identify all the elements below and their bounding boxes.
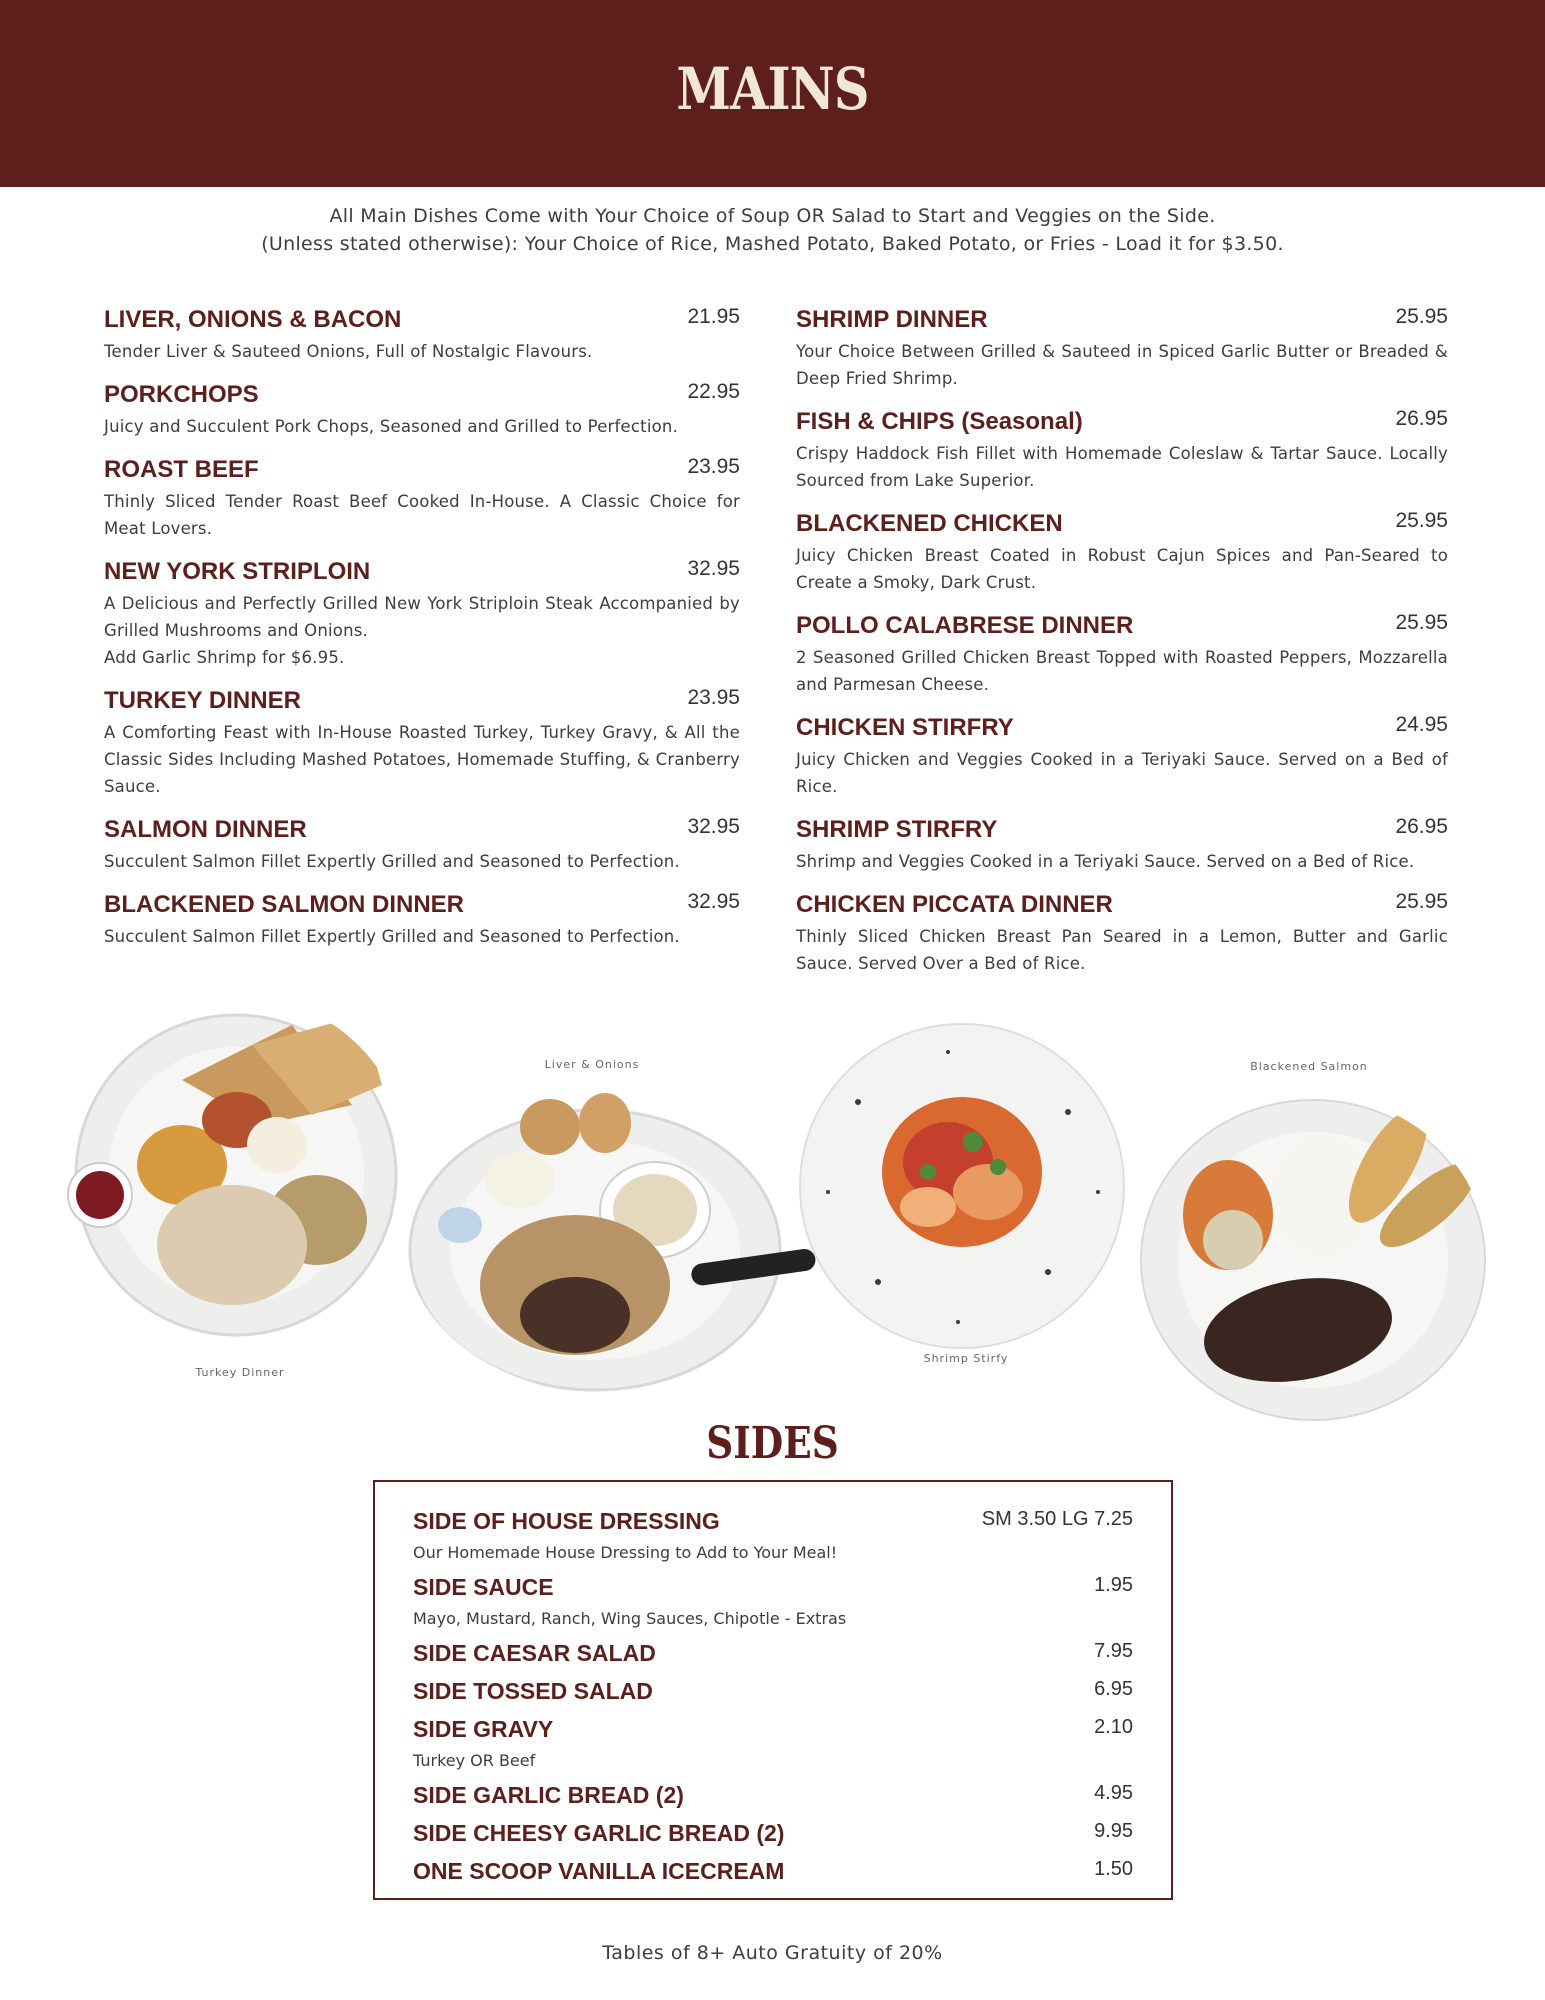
menu-item: [796, 608, 1448, 698]
side-price: 7.95: [1094, 1640, 1133, 1662]
item-name: TURKEY DINNER: [104, 687, 301, 714]
item-price: 25.95: [1395, 890, 1448, 913]
side-item: [413, 1502, 1133, 1566]
turkey-dinner-photo: [62, 995, 410, 1343]
menu-item: [104, 302, 740, 365]
menu-item: [796, 302, 1448, 392]
side-item: [413, 1710, 1133, 1774]
menu-item: [104, 887, 740, 950]
side-item: [413, 1852, 1133, 1890]
item-description: 2 Seasoned Grilled Chicken Breast Topped with Roasted Peppers, Mozzarella and Parmesan Cheese.: [796, 648, 1448, 694]
shrimp-stirfry-photo: [798, 1022, 1126, 1350]
side-name: SIDE CHEESY GARLIC BREAD (2): [413, 1820, 785, 1846]
side-item: [413, 1568, 1133, 1632]
item-price: 21.95: [687, 305, 740, 328]
side-name: SIDE GARLIC BREAD (2): [413, 1782, 684, 1808]
side-item: [413, 1814, 1133, 1852]
item-name: SALMON DINNER: [104, 816, 307, 843]
side-item: [413, 1672, 1133, 1710]
item-price: 23.95: [687, 686, 740, 709]
menu-item: [104, 452, 740, 542]
side-description: Our Homemade House Dressing to Add to Your Meal!: [413, 1543, 838, 1562]
side-price: SM 3.50 LG 7.25: [981, 1508, 1133, 1530]
intro-line-2: (Unless stated otherwise): Your Choice of Rice, Mashed Potato, Baked Potato, or Fries - Load it for $3.50.: [261, 233, 1284, 255]
menu-item: [796, 812, 1448, 875]
menu-item: [796, 506, 1448, 596]
menu-item: [796, 404, 1448, 494]
side-price: 1.95: [1094, 1574, 1133, 1596]
item-description: Thinly Sliced Chicken Breast Pan Seared in a Lemon, Butter and Garlic Sauce. Served Over a Bed of Rice.: [796, 927, 1448, 973]
side-name: ONE SCOOP VANILLA ICECREAM: [413, 1858, 785, 1884]
item-name: POLLO CALABRESE DINNER: [796, 612, 1134, 639]
item-description: Shrimp and Veggies Cooked in a Teriyaki Sauce. Served on a Bed of Rice.: [796, 852, 1415, 871]
item-description: A Comforting Feast with In-House Roasted Turkey, Turkey Gravy, & All the Classic Sides Including Mashed Potatoes, Homemade Stuffing, & Cranberry Sauce.: [104, 723, 740, 796]
item-description: Your Choice Between Grilled & Sauteed in Spiced Garlic Butter or Breaded & Deep Fried Shrimp.: [796, 342, 1448, 388]
menu-item: [104, 554, 740, 671]
item-description: Thinly Sliced Tender Roast Beef Cooked In-House. A Classic Choice for Meat Lovers.: [104, 492, 740, 538]
side-item: [413, 1776, 1133, 1814]
gratuity-note: Tables of 8+ Auto Gratuity of 20%: [602, 1942, 943, 1964]
item-name: BLACKENED SALMON DINNER: [104, 891, 464, 918]
intro-text: [0, 202, 1545, 258]
blackened-salmon-caption: Blackened Salmon: [1250, 1060, 1368, 1073]
item-name: BLACKENED CHICKEN: [796, 510, 1063, 537]
item-description: Crispy Haddock Fish Fillet with Homemade Coleslaw & Tartar Sauce. Locally Sourced from Lake Superior.: [796, 444, 1448, 490]
menu-item: [796, 710, 1448, 800]
side-name: SIDE GRAVY: [413, 1716, 554, 1742]
item-description: Succulent Salmon Fillet Expertly Grilled and Seasoned to Perfection.: [104, 852, 680, 871]
side-description: Turkey OR Beef: [413, 1751, 536, 1770]
liver-onions-photo: [405, 1085, 825, 1395]
item-description: Juicy Chicken Breast Coated in Robust Cajun Spices and Pan-Seared to Create a Smoky, Dark Crust.: [796, 546, 1448, 592]
item-price: 25.95: [1395, 611, 1448, 634]
item-name: PORKCHOPS: [104, 381, 259, 408]
shrimp-stirfry-caption: Shrimp Stirfy: [923, 1352, 1009, 1365]
turkey-dinner-caption: Turkey Dinner: [195, 1366, 285, 1379]
item-price: 32.95: [687, 815, 740, 838]
sides-box: [373, 1480, 1173, 1900]
item-price: 23.95: [687, 455, 740, 478]
side-name: SIDE TOSSED SALAD: [413, 1678, 653, 1704]
menu-item: [104, 812, 740, 875]
side-item: [413, 1634, 1133, 1672]
sides-title: SIDES: [706, 1418, 839, 1469]
side-price: 4.95: [1094, 1782, 1133, 1804]
menu-item: [104, 377, 740, 440]
item-name: CHICKEN PICCATA DINNER: [796, 891, 1113, 918]
side-description: Mayo, Mustard, Ranch, Wing Sauces, Chipotle - Extras: [413, 1609, 847, 1628]
side-price: 6.95: [1094, 1678, 1133, 1700]
item-price: 32.95: [687, 557, 740, 580]
side-name: SIDE OF HOUSE DRESSING: [413, 1508, 720, 1534]
liver-onions-caption: Liver & Onions: [544, 1058, 640, 1071]
side-name: SIDE CAESAR SALAD: [413, 1640, 656, 1666]
item-name: LIVER, ONIONS & BACON: [104, 306, 402, 333]
page-title: MAINS: [676, 55, 869, 123]
mains-right-column: [796, 302, 1448, 989]
blackened-salmon-photo: [1138, 1095, 1488, 1425]
item-addon: Add Garlic Shrimp for $6.95.: [104, 648, 345, 667]
item-name: FISH & CHIPS (Seasonal): [796, 408, 1083, 435]
item-name: NEW YORK STRIPLOIN: [104, 558, 371, 585]
item-price: 25.95: [1395, 509, 1448, 532]
item-price: 26.95: [1395, 815, 1448, 838]
item-name: ROAST BEEF: [104, 456, 259, 483]
item-name: CHICKEN STIRFRY: [796, 714, 1014, 741]
item-price: 25.95: [1395, 305, 1448, 328]
item-description: Juicy Chicken and Veggies Cooked in a Teriyaki Sauce. Served on a Bed of Rice.: [796, 750, 1448, 796]
menu-item: [104, 683, 740, 800]
item-description: Juicy and Succulent Pork Chops, Seasoned and Grilled to Perfection.: [104, 417, 679, 436]
side-price: 9.95: [1094, 1820, 1133, 1842]
item-description: Tender Liver & Sauteed Onions, Full of Nostalgic Flavours.: [104, 342, 593, 361]
item-price: 24.95: [1395, 713, 1448, 736]
item-description: A Delicious and Perfectly Grilled New York Striploin Steak Accompanied by Grilled Mushrooms and Onions.: [104, 594, 740, 640]
item-description: Succulent Salmon Fillet Expertly Grilled and Seasoned to Perfection.: [104, 927, 680, 946]
item-price: 26.95: [1395, 407, 1448, 430]
item-price: 32.95: [687, 890, 740, 913]
side-price: 2.10: [1094, 1716, 1133, 1738]
item-name: SHRIMP STIRFRY: [796, 816, 998, 843]
menu-item: [796, 887, 1448, 977]
item-name: SHRIMP DINNER: [796, 306, 988, 333]
item-price: 22.95: [687, 380, 740, 403]
side-price: 1.50: [1094, 1858, 1133, 1880]
side-name: SIDE SAUCE: [413, 1574, 554, 1600]
mains-left-column: [104, 302, 740, 962]
intro-line-1: All Main Dishes Come with Your Choice of Soup OR Salad to Start and Veggies on the Side.: [329, 205, 1216, 227]
